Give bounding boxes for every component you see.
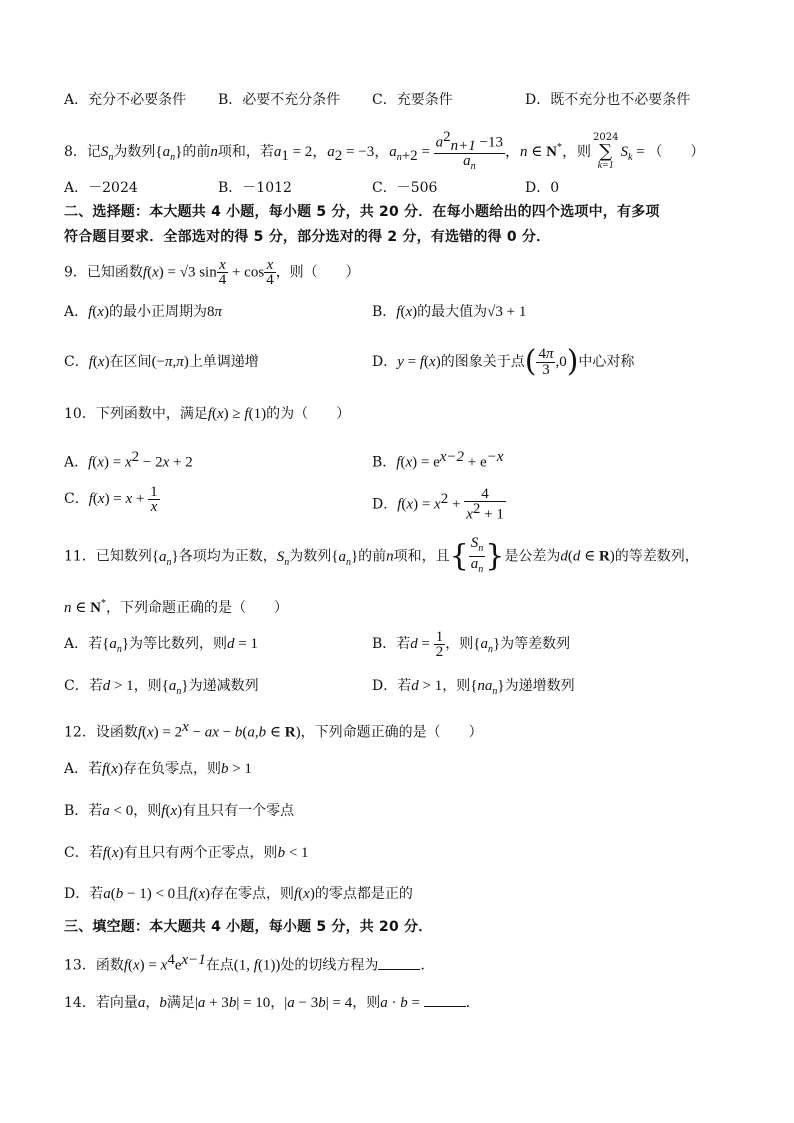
q8-option-b: B．－1012	[218, 180, 292, 196]
q9-option-c: C．f(x)在区间(−π,π)上单调递增	[64, 354, 259, 370]
q10-option-d: D．$f(x) = x^2$ + $\frac{4}{x^2 + 1}$	[372, 485, 504, 523]
q12-stem: 12．设函数$f(x) = 2^x$ − ax − b(a,b ∈ R)，下列命题正确的是（ ）	[64, 719, 483, 741]
q10-stem: 10．下列函数中，满足f(x) ≥ f(1)的为（ ）	[64, 406, 351, 422]
q11-option-a: A．若$\{a_n\}$为等比数列，则d = 1	[64, 636, 258, 655]
q13-answer-blank[interactable]	[378, 955, 420, 970]
q12-option-b: B．若a < 0，则f(x)有且只有一个零点	[64, 803, 295, 819]
q8-option-a: A．－2024	[64, 180, 138, 196]
q13-stem: 13．函数$f(x) = x^4e^{x-1}$在点(1, f(1))处的切线方程为 ．	[64, 952, 435, 974]
q7-option-d: D．既不充分也不必要条件	[525, 92, 691, 108]
q12-option-c: C．若f(x)有且只有两个正零点，则b < 1	[64, 845, 309, 861]
q8-stem: 8．记$S_n$为数列$\{a_n\}$的前n项和，若$a_1 = 2$，$a_2 = -3$，$a_{n+2}$ = $\frac{a^2_{n+1} -13}{a_n}$ ，n ∈ N*，则 2024 ∑ k=1 $S_k$ = （ ）	[64, 129, 705, 172]
q11-option-d: D．若d > 1，则$\{na_n\}$为递增数列	[372, 678, 575, 697]
section-2-heading-line2: 符合题目要求．全部选对的得 5 分，部分选对的得 2 分，有选错的得 0 分．	[64, 229, 551, 245]
q10-option-c: C．f(x) = x + $\frac{1}{x}$	[64, 483, 158, 515]
q10-option-a: A．$f(x) = x^2 - 2x + 2$	[64, 449, 193, 471]
q7-option-c: C．充要条件	[372, 92, 453, 108]
q9-option-b: B．f(x)的最大值为√3 + 1	[372, 304, 527, 320]
q11-stem-line2: n ∈ N*，下列命题正确的是（ ）	[64, 598, 288, 616]
q10-option-b: B．$f(x) = e^{x-2} + e^{-x}$	[372, 449, 504, 471]
q12-option-a: A．若f(x)存在负零点，则b > 1	[64, 761, 252, 777]
q14-stem: 14．若向量a，b满足|a + 3b| = 10，|a − 3b| = 4，则a · b = ．	[64, 992, 480, 1013]
q7-option-b: B．必要不充分条件	[218, 92, 341, 108]
q11-option-b: B．若d = $\frac{1}{2}$ ，则$\{a_n\}$为等差数列	[372, 628, 571, 660]
section-3-heading: 三、填空题：本大题共 4 小题，每小题 5 分，共 20 分．	[64, 919, 433, 935]
q11-stem-line1: 11．已知数列$\{a_n\}$各项均为正数，$S_n$为数列$\{a_n\}$的前n项和，且{ $\frac{S_n}{a_n}$ }是公差为d(d ∈ R)的等差数列，	[64, 535, 699, 575]
q9-option-a: A．f(x)的最小正周期为8π	[64, 304, 222, 320]
q7-option-a: A．充分不必要条件	[64, 92, 187, 108]
q9-option-d: D．y = f(x)的图象关于点( $\frac{4\pi}{3}$ ,0)中心对称	[372, 344, 635, 379]
section-2-heading-line1: 二、选择题：本大题共 4 小题，每小题 5 分，共 20 分．在每小题给出的四个选项中，有多项	[64, 204, 660, 220]
q8-option-c: C．－506	[372, 180, 438, 196]
q14-answer-blank[interactable]	[424, 992, 466, 1007]
q9-stem: 9．已知函数f(x) = √3 sin $\frac{x}{4}$ + cos $\frac{x}{4}$ ，则（ ）	[64, 257, 360, 288]
q8-option-d: D．0	[525, 180, 560, 196]
q12-option-d: D．若a(b − 1) < 0且f(x)存在零点，则f(x)的零点都是正的	[64, 886, 413, 902]
q11-option-c: C．若d > 1，则$\{a_n\}$为递减数列	[64, 678, 259, 697]
